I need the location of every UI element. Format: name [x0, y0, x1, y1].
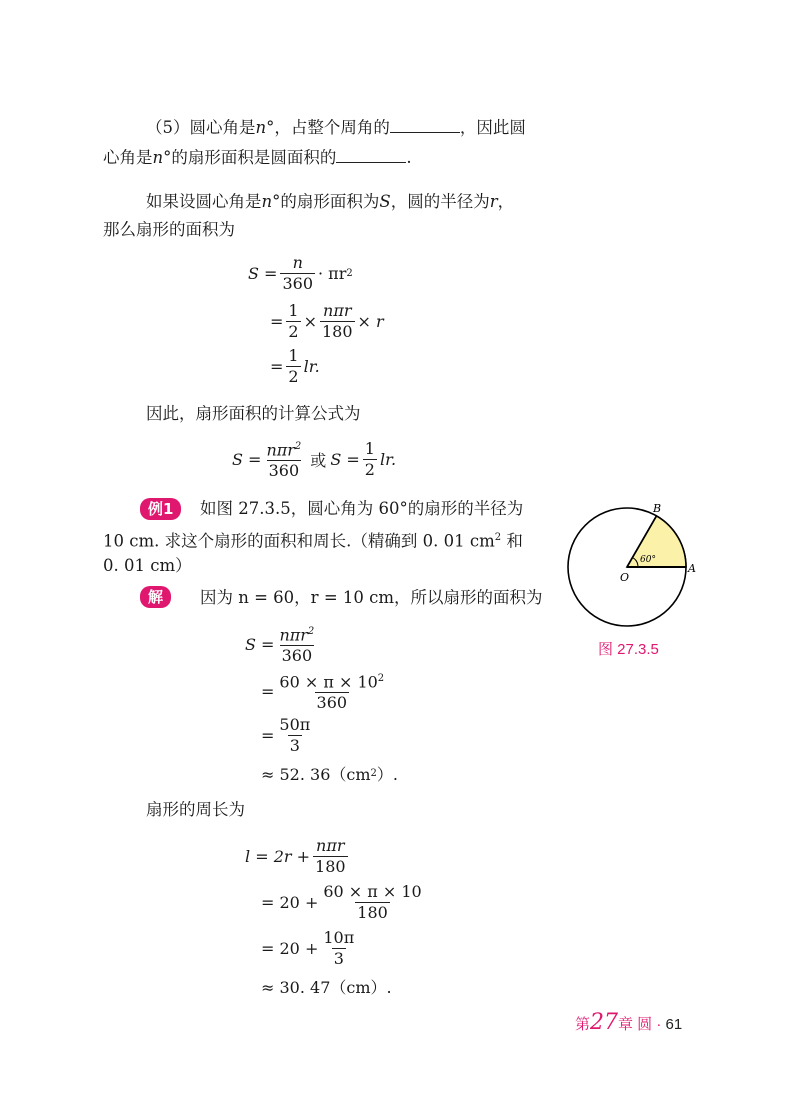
solution-badge: 解: [140, 586, 171, 608]
derivation-line1: S = $\frac{n}{360}$ · πr 2: [248, 253, 353, 293]
page-footer: 第27章 圆 · 61: [575, 1010, 683, 1035]
sector-figure: [560, 500, 700, 635]
example-badge: 例1: [140, 498, 181, 520]
area-line1: S = $\frac{n\pi r^2}{360}$: [245, 625, 315, 666]
perimeter-approx: ≈ 30. 47（cm）.: [261, 978, 392, 997]
therefore-text: 因此，扇形面积的计算公式为: [146, 404, 361, 423]
fraction: $\frac{n}{360}$: [282, 253, 313, 293]
angle-label: 60°: [640, 555, 656, 565]
area-approx: ≈ 52. 36（cm 2 ）.: [261, 765, 398, 784]
part5-line1: （5）圆心角是n°，占整个周角的 ，因此圆: [146, 112, 526, 144]
perimeter-line2: = 20 + $\frac{60 \times \pi \times 10}{180}$: [261, 882, 422, 922]
label-B: B: [653, 502, 662, 515]
example-line2: 10 cm. 求这个扇形的面积和周长.（精确到 0. 01 $cm^2$ 和: [103, 531, 523, 551]
derivation-line3: = $\frac{1}{2}$ lr.: [270, 346, 320, 386]
page-number: 61: [665, 1016, 683, 1033]
label-A: A: [688, 562, 696, 575]
part5-line2: 心角是n°的扇形面积是圆面积的 .: [103, 142, 412, 174]
answer-blank-1[interactable]: [390, 114, 460, 133]
area-line2: = $\frac{60 \times \pi \times 10^2}{360}$: [261, 672, 385, 713]
sector-area-formula: S = $\frac{n\pi r^2}{360}$ 或 S = $\frac{1}{2}$ lr.: [232, 438, 397, 481]
intro-line1: 如果设圆心角是n°的扇形面积为S，圆的半径为r，: [146, 192, 515, 211]
area-line3: = $\frac{50\pi}{3}$: [261, 715, 311, 755]
perimeter-line1: l = 2r + $\frac{\text{nπr}}{180}$: [245, 836, 346, 876]
perimeter-intro: 扇形的周长为: [146, 800, 245, 819]
example-line3: 0. 01 cm）: [103, 556, 192, 575]
derivation-line2: = $\frac{1}{2}$ × $\frac{\text{nπr}}{180}$ × r: [270, 301, 384, 341]
sector: [627, 516, 686, 567]
intro-line2: 那么扇形的面积为: [103, 220, 235, 239]
answer-blank-2[interactable]: [336, 144, 406, 163]
label-O: O: [620, 571, 630, 584]
example-line1: 如图 27.3.5，圆心角为 60°的扇形的半径为: [200, 499, 524, 518]
figure-caption: 图 27.3.5: [598, 641, 659, 658]
perimeter-line3: = 20 + $\frac{10\pi}{3}$: [261, 928, 355, 968]
solution-intro: 因为 n = 60，r = 10 cm，所以扇形的面积为: [200, 588, 543, 607]
